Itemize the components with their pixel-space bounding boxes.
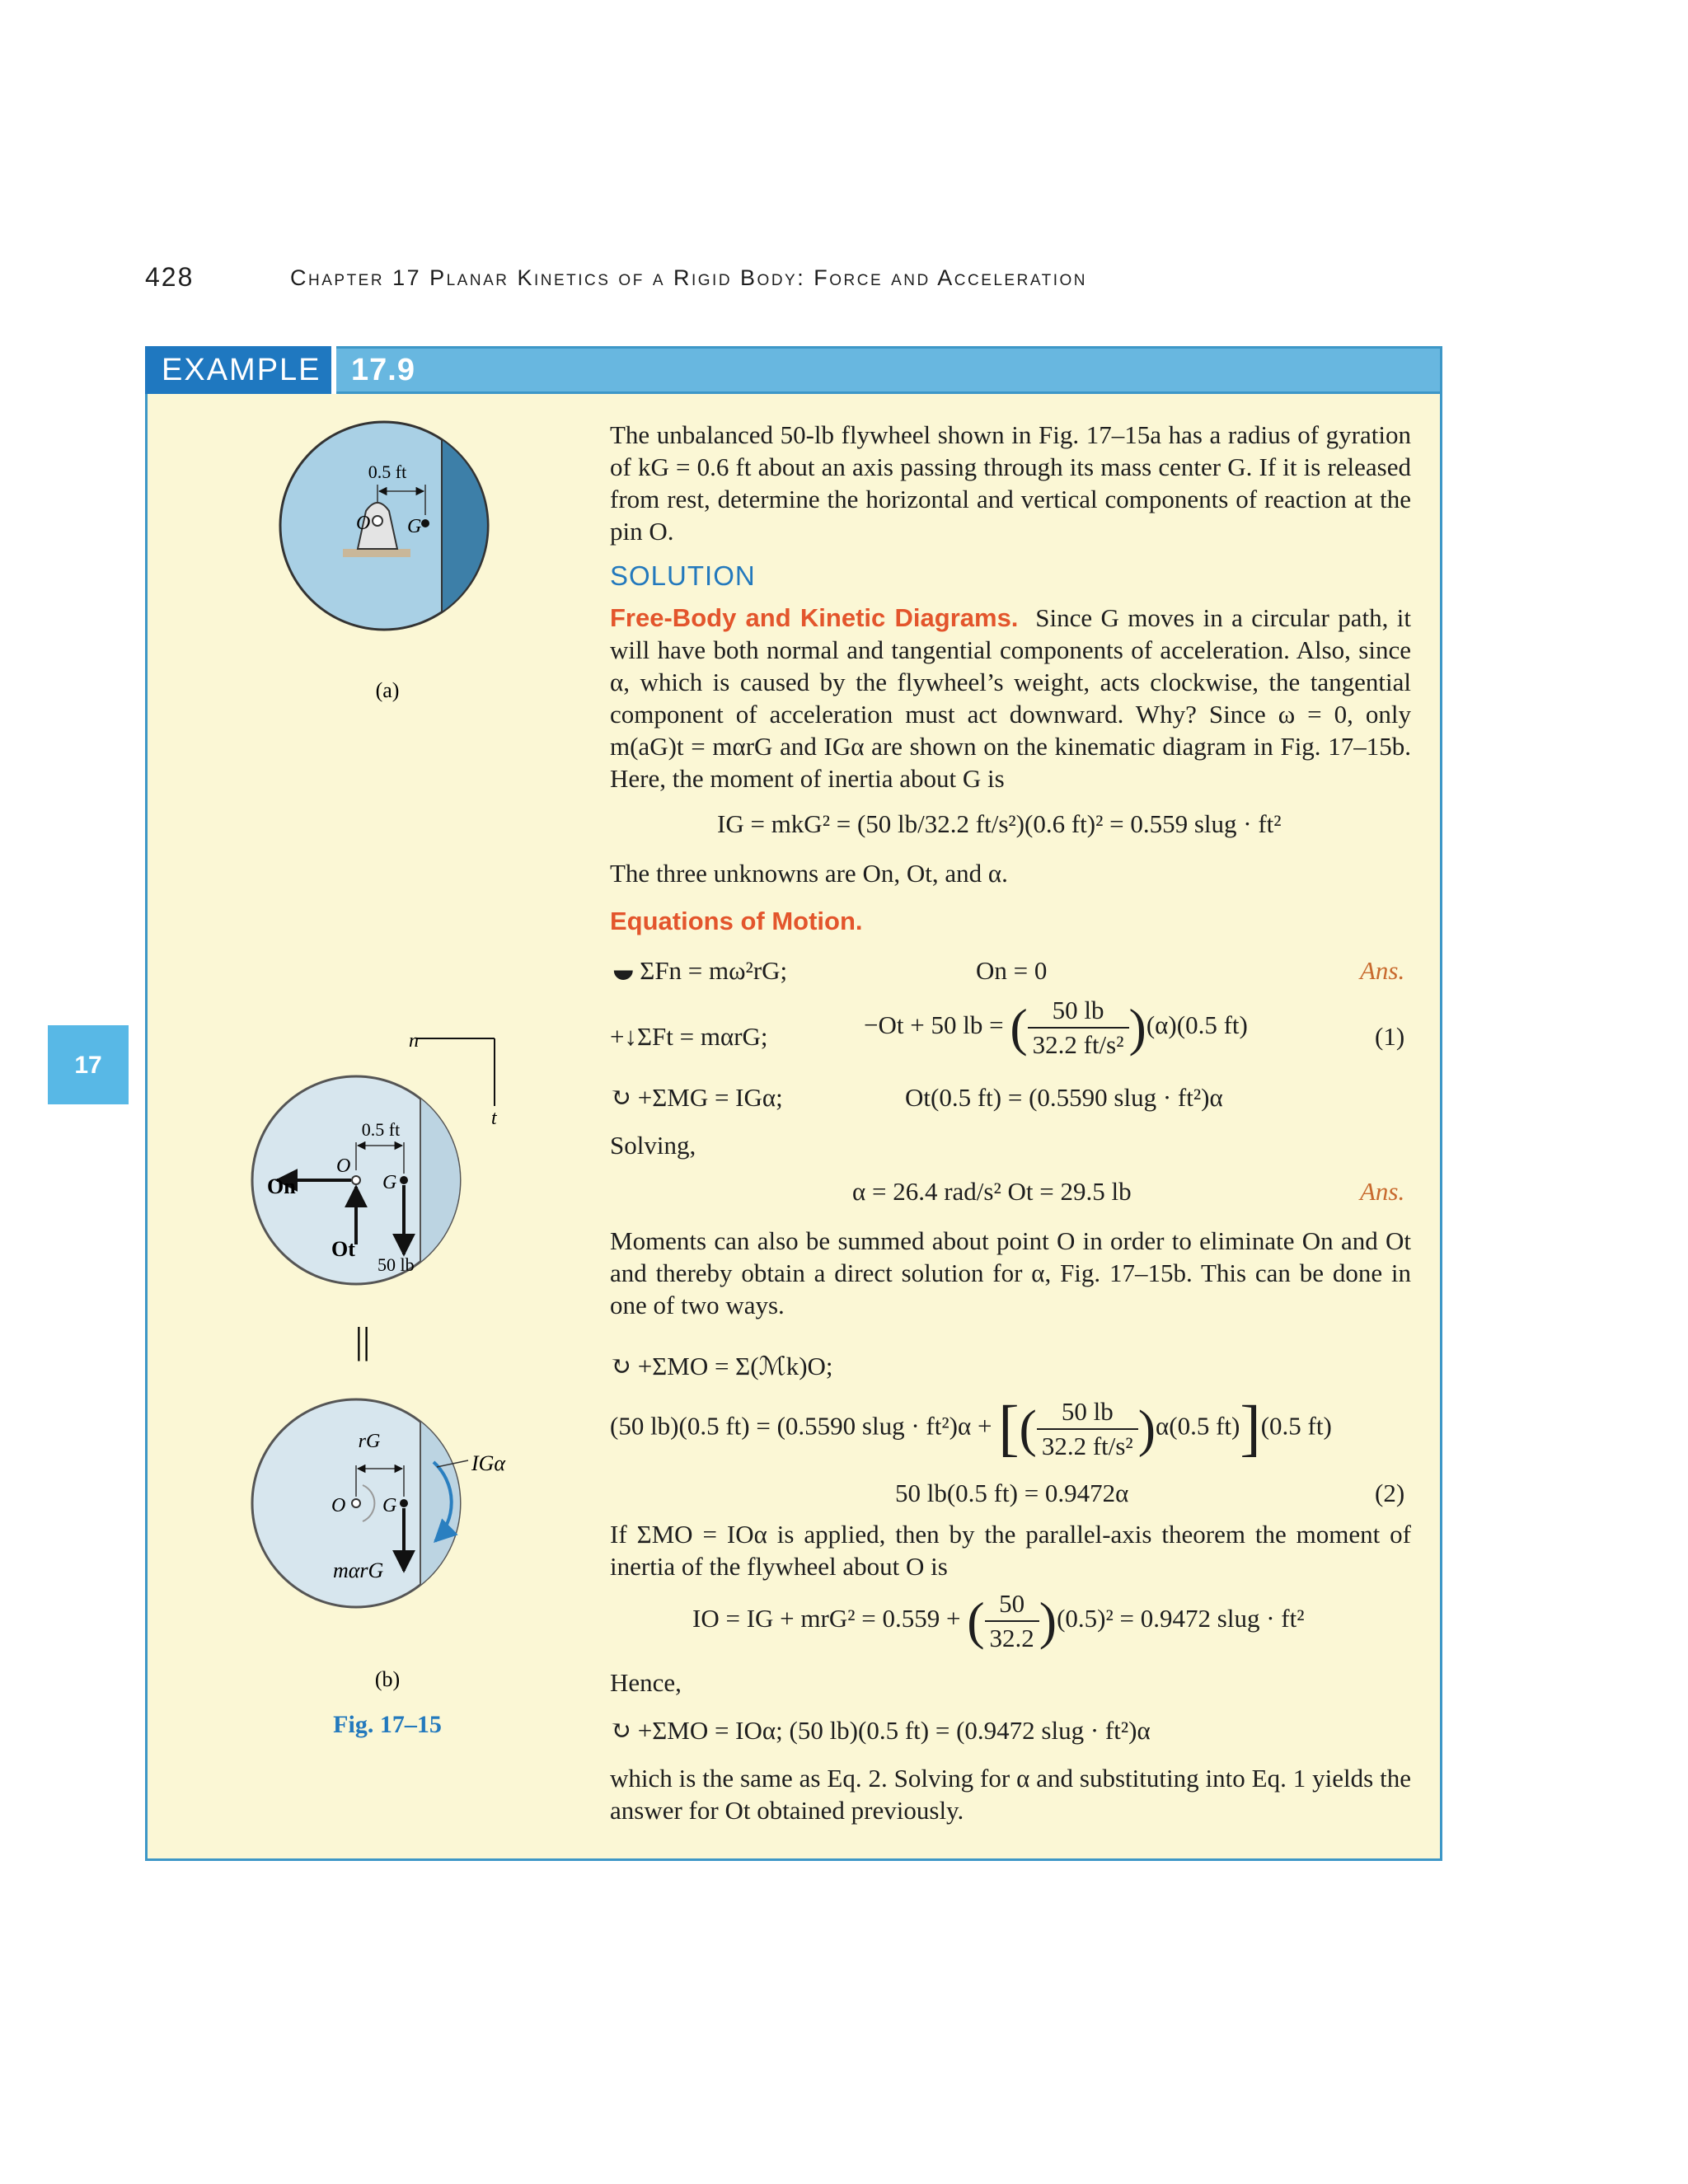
moment-sum-equation: ↻ +ΣMO = Σ(ℳk)O; [610,1352,833,1380]
eq-normal-left: ⯋ ΣFn = mω²rG; [613,956,788,985]
figure-c-label-marG: mαrG [333,1558,384,1582]
running-head: Chapter 17 Planar Kinetics of a Rigid Body: Force and Acceleration [290,265,1087,290]
example-label: EXAMPLE [162,353,321,387]
figure-a-flywheel [280,422,488,630]
long-equation-c: (0.5 ft) [1260,1411,1332,1441]
fraction-numerator: 50 [985,1589,1039,1622]
long-equation-a: (50 lb)(0.5 ft) = (0.5590 slug · ft²)α + [610,1411,992,1441]
unknowns-line: The three unknowns are On, Ot, and α. [610,859,1008,888]
moments-paragraph: Moments can also be summed about point O in order to eliminate On and Ot and thereby obtain a direct solution for α, Fig. 17–15b. This can be done in one of two ways. [610,1226,1411,1319]
fbd-heading: Free-Body and Kinetic Diagrams. [610,603,1019,632]
final-equation: ↻ +ΣMO = IOα; (50 lb)(0.5 ft) = (0.9472 slug · ft²)α [610,1716,1151,1745]
long-equation-fraction [1037,1397,1138,1461]
moment-of-inertia-equation: IG = mkG² = (50 lb/32.2 ft/s²)(0.6 ft)² = 0.559 slug · ft² [717,809,1282,838]
equation-2: 50 lb(0.5 ft) = 0.9472α [895,1479,1129,1507]
figure-b-free-body-diagram [252,1038,495,1284]
paren-close: ) [1137,1399,1156,1458]
figure-equals-sign: || [354,1319,371,1361]
fraction-denominator: 32.2 [989,1624,1034,1652]
paren-open: ( [1019,1399,1037,1458]
figure-a-dimension: 0.5 ft [368,462,407,482]
answer-tag-1: Ans. [1360,956,1405,985]
figure-b-weight: 50 lb [377,1254,415,1275]
problem-statement: The unbalanced 50-lb flywheel shown in Fig. 17–15a has a radius of gyration of kG = 0.6 ft about an axis passing through its mass center G. If it is released from rest, determine the horizontal and vertical components of reaction at the pin O. [610,420,1411,546]
example-separator [331,346,336,394]
bracket-close: ] [1240,1394,1261,1463]
paren-open: ( [967,1591,985,1650]
example-number: 17.9 [351,353,415,387]
io-equation-b: (0.5)² = 0.9472 slug · ft² [1057,1604,1305,1633]
result-line: α = 26.4 rad/s² Ot = 29.5 lb [852,1177,1132,1206]
fbd-paragraph [610,602,1411,794]
figure-a-label-G: G [407,516,422,537]
paren-close: ) [1039,1591,1057,1650]
solving-label: Solving, [610,1131,696,1160]
io-equation-fraction [985,1589,1039,1653]
fraction-denominator: 32.2 ft/s² [1041,1431,1133,1460]
eq-tangential-right [864,996,1248,1060]
eq-tangential-right-a: −Ot + 50 lb = [864,1010,1004,1040]
eq-normal-right: On = 0 [976,956,1048,985]
figure-b-dimension: 0.5 ft [361,1119,401,1140]
example-header-bar [145,346,1442,394]
eq-tangential-right-b: (α)(0.5 ft) [1146,1010,1248,1040]
eom-heading: Equations of Motion. [610,907,863,935]
chapter-tab-label: 17 [74,1052,102,1079]
figure-a-caption: (a) [375,678,400,702]
equation-tag-2: (2) [1375,1479,1405,1507]
figure-b-label-G: G [382,1172,397,1193]
figure-b-axis-n: n [409,1030,419,1052]
eq-moment-left: ↻ +ΣMG = IGα; [610,1083,783,1112]
figure-17-15 [145,396,607,1764]
page-number: 428 [145,262,195,292]
io-equation [692,1589,1305,1653]
figure-b-axis-t: t [491,1108,497,1129]
figure-c-label-O: O [331,1495,346,1516]
figure-b-label-O: O [336,1155,351,1177]
figure-label: Fig. 17–15 [333,1711,442,1738]
eq-moment-right: Ot(0.5 ft) = (0.5590 slug · ft²)α [905,1083,1223,1112]
paren-close: ) [1128,998,1146,1057]
equation-tag-1: (1) [1375,1022,1405,1051]
closing-paragraph: which is the same as Eq. 2. Solving for α and substituting into Eq. 1 yields the answer for Ot obtained previously. [610,1764,1411,1825]
long-equation [610,1393,1332,1465]
eq-tangential-fraction [1028,996,1129,1060]
figure-b-label-Ot: Ot [331,1237,355,1261]
long-equation-b: α(0.5 ft) [1156,1411,1240,1441]
figure-c-label-G: G [382,1495,397,1516]
figure-c-label-IGa: IGα [471,1451,506,1475]
answer-tag-2: Ans. [1360,1177,1405,1206]
figure-c-label-rG: rG [358,1431,381,1452]
paren-open: ( [1010,998,1028,1057]
hence-label: Hence, [610,1668,682,1697]
figure-b-label-On: On [267,1174,296,1198]
parallel-axis-paragraph: If ΣMO = IOα is applied, then by the parallel-axis theorem the moment of inertia of the flywheel about O is [610,1520,1411,1581]
eq-tangential-left: +↓ΣFt = mαrG; [610,1022,768,1051]
io-equation-a: IO = IG + mrG² = 0.559 + [692,1604,961,1633]
figure-a-label-O: O [356,513,371,534]
solution-heading: SOLUTION [610,560,756,591]
bracket-open: [ [998,1394,1020,1463]
figure-b-caption: (b) [374,1667,401,1691]
fbd-text: Since G moves in a circular path, it will have both normal and tangential components of acceleration. Also, since α, which is caused by the flywheel’s weight, acts clockwise, the tangential component of acceleration must act downward. Why? Since ω = 0, only m(aG)t = mαrG and IGα are shown on the kinematic diagram in Fig. 17–15b. Here, the moment of inertia about G is [610,603,1411,793]
fraction-numerator: 50 lb [1037,1397,1138,1430]
fraction-numerator: 50 lb [1028,996,1129,1029]
fraction-denominator: 32.2 ft/s² [1032,1030,1124,1059]
